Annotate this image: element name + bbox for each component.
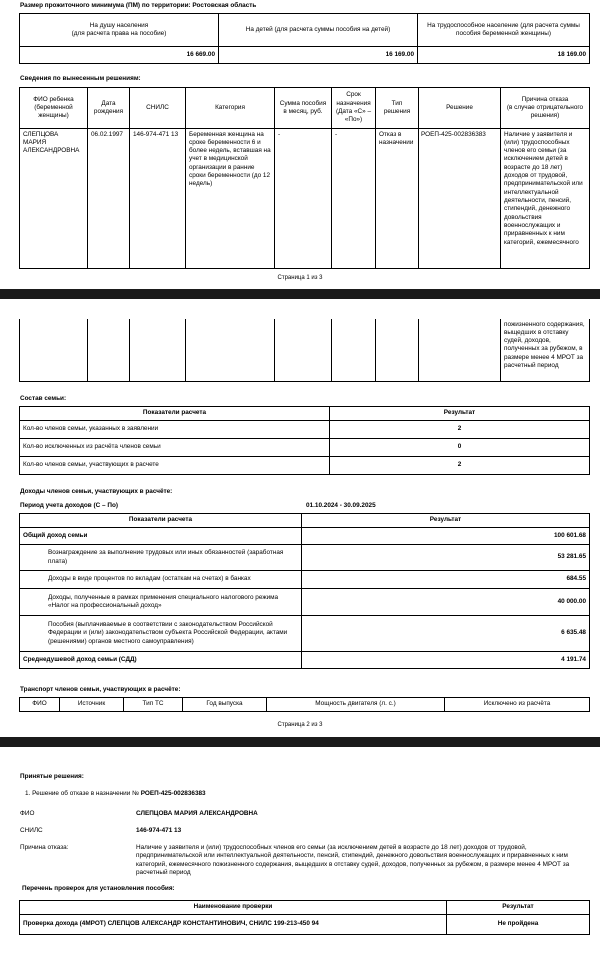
- avg-income-label: Среднедушевой доход семьи (СДД): [20, 652, 302, 669]
- decisions-title: Сведения по вынесенным решениям:: [20, 75, 141, 82]
- dec-header-term: Срок назначения (Дата «С» – «По»): [332, 88, 376, 129]
- dec-birth: 06.02.1997: [88, 129, 130, 269]
- page-separator-2: [0, 737, 600, 747]
- checks-title: Перечень проверок для установления пособия:: [22, 885, 175, 892]
- page-2: [0, 299, 600, 737]
- check-row: [20, 915, 590, 935]
- dec-decision: РОЕП-425-002836383: [419, 129, 501, 269]
- family-title: Состав семьи:: [20, 395, 67, 402]
- family-row: Кол-во исключенных из расчёта членов семьи 0: [20, 439, 590, 457]
- reason-label: Причина отказа:: [20, 844, 69, 851]
- pm-header-per-capita: На душу населения (для расчета права на пособие): [20, 14, 219, 47]
- check-result: Не пройдена: [447, 915, 590, 935]
- period-value: 01.10.2024 - 30.09.2025: [306, 502, 376, 509]
- page-1: [0, 0, 600, 289]
- transport-header-fio: ФИО: [20, 698, 60, 712]
- decision-line: [25, 790, 206, 798]
- income-row: Доходы, полученные в рамках применения специального налогового режима «Налог на профессиональный доход» 40 000.00: [20, 589, 590, 616]
- pm-value-per-capita: 16 669.00: [20, 47, 219, 64]
- accepted-title: Принятые решения:: [20, 773, 84, 780]
- pm-value-workers: 18 169.00: [418, 47, 590, 64]
- fio-value: СЛЕПЦОВА МАРИЯ АЛЕКСАНДРОВНА: [136, 810, 258, 817]
- dec-type: Отказ в назначении: [376, 129, 419, 269]
- dec-header-birth: Дата рождения: [88, 88, 130, 129]
- page-3: [0, 747, 600, 956]
- dec-header-sum: Сумма пособия в месяц, руб.: [275, 88, 332, 129]
- family-row: Кол-во членов семьи, участвующих в расчете 2: [20, 457, 590, 475]
- family-table: [19, 406, 590, 475]
- dec-fio: СЛЕПЦОВА МАРИЯ АЛЕКСАНДРОВНА: [20, 129, 88, 269]
- pm-header-workers: На трудоспособное население (для расчета суммы пособия беременной женщины): [418, 14, 590, 47]
- family-row: Кол-во членов семьи, указанных в заявлении 2: [20, 421, 590, 439]
- pm-title: Размер прожиточного минимума (ПМ) по территории: Ростовская область: [20, 2, 257, 9]
- period-label: Период учета доходов (С – По): [20, 502, 118, 509]
- transport-header-source: Источник: [60, 698, 124, 712]
- dec-header-snils: СНИЛС: [130, 88, 186, 129]
- decision-number: РОЕП-425-002836383: [140, 790, 206, 797]
- income-title: Доходы членов семьи, участвующих в расчёте:: [20, 488, 173, 495]
- page-number-1: Страница 1 из 3: [277, 275, 323, 281]
- pm-table: [19, 13, 590, 64]
- page-separator-1: [0, 289, 600, 299]
- income-row: Доходы в виде процентов по вкладам (остаткам на счетах) в банках 684.55: [20, 571, 590, 589]
- decision-line-prefix: 1. Решение об отказе в назначении №: [25, 790, 141, 797]
- decisions-table-continued: [19, 319, 590, 382]
- decision-row: [20, 129, 590, 269]
- reason-value: Наличие у заявителя и (или) трудоспособных членов его семьи (за исключением детей в возрасте до 18 лет) доходов от трудовой, предпринимательской или интеллектуальной деятельности, пенсий, стипендий, денежного довольствия военнослужащих и приравненных к ним категорий, ежемесячного пожизненного содержания, выщедших в отставку судей, доходов, полученных за рубежом, в размере менее 4 МРОТ за расчетный период: [136, 844, 570, 876]
- snils-label: СНИЛС: [20, 827, 43, 834]
- income-row: Пособия (выплачиваемые в соответствии с законодательством Российской Федерации и (или) законодательством субъекта Российской Федерации, актами (решениями) органов местного самоуправления) 6 635.48: [20, 616, 590, 652]
- checks-header-name: Наименование проверки: [20, 901, 447, 915]
- snils-value: 146-974-471 13: [136, 827, 182, 834]
- income-header-indicator: Показатели расчета: [20, 514, 302, 528]
- dec-header-reason: Причина отказа (в случае отрицательного решения): [501, 88, 590, 129]
- avg-income-value: 4 191.74: [302, 652, 590, 669]
- dec-snils: 146-974-471 13: [130, 129, 186, 269]
- income-total-value: 100 601.68: [302, 528, 590, 545]
- page-number-2: Страница 2 из 3: [277, 722, 323, 728]
- decisions-table: [19, 87, 590, 269]
- income-table: [19, 513, 590, 669]
- income-row: Вознаграждение за выполнение трудовых или иных обязанностей (заработная плата) 53 281.65: [20, 545, 590, 571]
- family-header-result: Результат: [330, 407, 590, 421]
- pm-value-children: 16 169.00: [219, 47, 418, 64]
- check-name: Проверка дохода (4МРОТ) СЛЕПЦОВ АЛЕКСАНДР КОНСТАНТИНОВИЧ, СНИЛС 199-213-450 94: [20, 915, 447, 935]
- transport-table: [19, 697, 590, 712]
- transport-header-excluded: Исключено из расчёта: [445, 698, 590, 712]
- dec-header-type: Тип решения: [376, 88, 419, 129]
- dec-reason-part2: пожизненного содержания, выщедших в отставку судей, доходов, полученных за рубежом, в размере менее 4 МРОТ за расчетный период: [501, 319, 590, 381]
- dec-header-fio: ФИО ребенка (беременной женщины): [20, 88, 88, 129]
- dec-reason-part1: Наличие у заявителя и (или) трудоспособных членов его семьи (за исключением детей в возрасте до 18 лет) доходов от трудовой, предпринимательской или интеллектуальной деятельности, пенсий, стипендий, денежного довольствия военнослужащих и приравненных к ним категорий, ежемесячного: [501, 129, 590, 269]
- family-header-indicator: Показатели расчета: [20, 407, 330, 421]
- dec-sum: -: [275, 129, 332, 269]
- checks-header-result: Результат: [447, 901, 590, 915]
- fio-label: ФИО: [20, 810, 35, 817]
- dec-header-category: Категория: [186, 88, 275, 129]
- transport-title: Транспорт членов семьи, участвующих в расчёте:: [20, 686, 181, 693]
- transport-header-power: Мощность двигателя (л. с.): [267, 698, 445, 712]
- income-header-result: Результат: [302, 514, 590, 528]
- dec-term: -: [332, 129, 376, 269]
- transport-header-year: Год выпуска: [183, 698, 267, 712]
- transport-header-type: Тип ТС: [124, 698, 183, 712]
- dec-header-decision: Решение: [419, 88, 501, 129]
- dec-category: Беременная женщина на сроке беременности 6 и более недель, вставшая на учет в медицинской организации в ранние сроки беременности (до 12 недель): [186, 129, 275, 269]
- checks-table: [19, 900, 590, 935]
- income-total-label: Общий доход семьи: [20, 528, 302, 545]
- pm-header-children: На детей (для расчета суммы пособия на детей): [219, 14, 418, 47]
